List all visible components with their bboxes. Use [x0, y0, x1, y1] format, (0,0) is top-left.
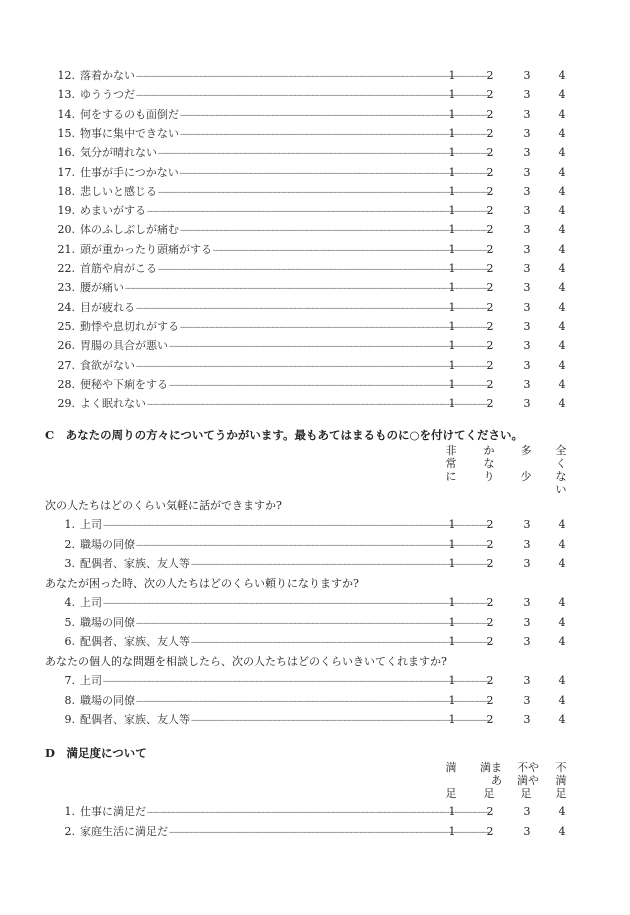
answer-option-2[interactable]: 2 — [486, 674, 494, 687]
question-text: 気分が晴れない ----- — [80, 144, 490, 163]
answer-option-1[interactable]: 1 — [448, 242, 456, 256]
question-number: 24. — [57, 300, 75, 314]
question-row — [55, 67, 575, 85]
answer-option-3[interactable]: 3 — [523, 242, 531, 256]
answer-option-4[interactable]: 4 — [558, 204, 566, 218]
answer-option-3[interactable]: 3 — [523, 223, 531, 237]
answer-option-4[interactable]: 4 — [558, 319, 566, 333]
answer-column-header: 全 く な い — [555, 444, 567, 496]
question-text: 首筋や肩がこる ----- — [80, 260, 490, 279]
question-number: 7. — [64, 674, 75, 687]
question-text: 配偶者、家族、友人等 ----- — [80, 633, 490, 652]
answer-option-3[interactable]: 3 — [523, 674, 531, 687]
answer-option-2[interactable]: 2 — [486, 281, 494, 295]
question-text: 体のふしぶしが痛む ----- — [80, 221, 490, 240]
answer-option-3[interactable]: 3 — [523, 557, 531, 570]
answer-option-2[interactable]: 2 — [486, 339, 494, 353]
answer-option-4[interactable]: 4 — [558, 805, 566, 818]
question-number: 2. — [64, 537, 75, 551]
answer-option-4[interactable]: 4 — [558, 184, 566, 198]
answer-option-3[interactable]: 3 — [523, 518, 531, 531]
question-number: 3. — [64, 557, 75, 570]
question-number: 6. — [64, 635, 75, 648]
answer-option-4[interactable]: 4 — [558, 358, 566, 372]
answer-option-2[interactable]: 2 — [486, 300, 494, 314]
question-row — [55, 395, 575, 413]
answer-option-3[interactable]: 3 — [523, 319, 531, 333]
question-text: 胃腸の具合が悪い ----- — [80, 337, 490, 356]
question-row — [55, 672, 575, 690]
answer-option-4[interactable]: 4 — [558, 825, 566, 838]
answer-option-1[interactable]: 1 — [448, 107, 456, 121]
question-number: 13. — [57, 88, 75, 102]
answer-option-1[interactable]: 1 — [448, 825, 456, 838]
answer-column-header: 満 足 — [445, 761, 457, 800]
answer-option-4[interactable]: 4 — [558, 88, 566, 102]
question-text: 上司 ----- — [80, 516, 490, 535]
answer-option-4[interactable]: 4 — [558, 557, 566, 570]
question-row — [55, 376, 575, 394]
question-text: 頭が重かったり頭痛がする ----- — [80, 241, 490, 260]
section-c-question: 次の人たちはどのくらい気軽に話ができますか? — [45, 499, 282, 512]
answer-option-1[interactable]: 1 — [448, 223, 456, 237]
answer-option-2[interactable]: 2 — [486, 693, 494, 707]
question-text: 食欲がない ----- — [80, 357, 490, 376]
answer-option-2[interactable]: 2 — [486, 184, 494, 198]
question-text: 悲しいと感じる ----- — [80, 183, 490, 202]
question-number: 25. — [57, 319, 75, 333]
answer-option-3[interactable]: 3 — [523, 281, 531, 295]
question-row — [55, 555, 575, 573]
answer-option-4[interactable]: 4 — [558, 615, 566, 629]
answer-option-1[interactable]: 1 — [448, 281, 456, 295]
answer-option-2[interactable]: 2 — [486, 596, 494, 609]
question-text: 職場の同僚 ----- — [80, 536, 490, 555]
answer-option-1[interactable]: 1 — [448, 165, 456, 179]
answer-option-3[interactable]: 3 — [523, 204, 531, 218]
question-text: 何をするのも面倒だ ----- — [80, 106, 490, 125]
answer-option-4[interactable]: 4 — [558, 223, 566, 237]
question-number: 27. — [57, 358, 75, 372]
section-c-question: あなたが困った時、次の人たちはどのくらい頼りになりますか? — [45, 577, 359, 590]
answer-option-3[interactable]: 3 — [523, 377, 531, 391]
question-row — [55, 144, 575, 162]
answer-column-header: 満ま あ 足 — [480, 761, 502, 800]
answer-option-1[interactable]: 1 — [448, 300, 456, 314]
question-text: 配偶者、家族、友人等 ----- — [80, 711, 490, 730]
answer-option-2[interactable]: 2 — [486, 146, 494, 160]
answer-option-3[interactable]: 3 — [523, 146, 531, 160]
answer-option-4[interactable]: 4 — [558, 107, 566, 121]
answer-option-4[interactable]: 4 — [558, 377, 566, 391]
answer-option-3[interactable]: 3 — [523, 107, 531, 121]
question-text: 物事に集中できない ----- — [80, 125, 490, 144]
question-row — [55, 164, 575, 182]
answer-option-4[interactable]: 4 — [558, 713, 566, 726]
question-number: 22. — [57, 262, 75, 275]
question-text: 上司 ----- — [80, 594, 490, 613]
answer-option-1[interactable]: 1 — [448, 615, 456, 629]
answer-option-2[interactable]: 2 — [486, 204, 494, 218]
answer-option-4[interactable]: 4 — [558, 674, 566, 687]
answer-option-1[interactable]: 1 — [448, 377, 456, 391]
answer-option-3[interactable]: 3 — [523, 300, 531, 314]
answer-option-2[interactable]: 2 — [486, 165, 494, 179]
answer-option-4[interactable]: 4 — [558, 339, 566, 353]
answer-option-4[interactable]: 4 — [558, 693, 566, 707]
question-row — [55, 106, 575, 124]
answer-option-2[interactable]: 2 — [486, 713, 494, 726]
answer-option-2[interactable]: 2 — [486, 319, 494, 333]
answer-option-3[interactable]: 3 — [523, 126, 531, 140]
question-row — [55, 516, 575, 534]
question-row — [55, 279, 575, 297]
section-d-heading: D 満足度について — [45, 746, 147, 760]
answer-option-4[interactable]: 4 — [558, 146, 566, 160]
question-number: 17. — [57, 165, 75, 179]
answer-option-4[interactable]: 4 — [558, 262, 566, 275]
answer-option-1[interactable]: 1 — [448, 204, 456, 218]
answer-option-3[interactable]: 3 — [523, 165, 531, 179]
question-text: 家庭生活に満足だ ----- — [80, 823, 490, 842]
question-row — [55, 318, 575, 336]
answer-option-1[interactable]: 1 — [448, 674, 456, 687]
question-number: 20. — [57, 223, 75, 237]
question-text: 便秘や下痢をする ----- — [80, 376, 490, 395]
question-text: 落着かない ----- — [80, 67, 490, 86]
question-row — [55, 260, 575, 278]
question-text: 職場の同僚 ----- — [80, 692, 490, 711]
question-row — [55, 803, 575, 821]
question-text: 上司 ----- — [80, 672, 490, 691]
question-row — [55, 614, 575, 632]
question-row — [55, 711, 575, 729]
answer-option-1[interactable]: 1 — [448, 537, 456, 551]
answer-option-2[interactable]: 2 — [486, 397, 494, 411]
answer-option-3[interactable]: 3 — [523, 397, 531, 411]
section-c-heading: C あなたの周りの方々についてうかがいます。最もあてはまるものに○を付けてください。 — [45, 428, 524, 442]
question-row — [55, 183, 575, 201]
answer-option-4[interactable]: 4 — [558, 537, 566, 551]
question-number: 4. — [64, 596, 75, 609]
answer-option-2[interactable]: 2 — [486, 518, 494, 531]
answer-column-header: 不 満 足 — [555, 761, 567, 800]
answer-option-1[interactable]: 1 — [448, 596, 456, 609]
question-number: 19. — [57, 204, 75, 218]
answer-option-2[interactable]: 2 — [486, 126, 494, 140]
question-text: めまいがする ----- — [80, 202, 490, 221]
answer-option-1[interactable]: 1 — [448, 713, 456, 726]
question-row — [55, 299, 575, 317]
answer-column-header: 多 少 — [520, 444, 532, 483]
question-row — [55, 86, 575, 104]
answer-option-2[interactable]: 2 — [486, 242, 494, 256]
question-number: 1. — [64, 518, 75, 531]
question-row — [55, 594, 575, 612]
question-number: 23. — [57, 281, 75, 295]
question-number: 28. — [57, 377, 75, 391]
question-text: 仕事に満足だ ----- — [80, 803, 490, 822]
question-number: 21. — [57, 242, 75, 256]
question-row — [55, 337, 575, 355]
answer-option-3[interactable]: 3 — [523, 537, 531, 551]
answer-option-1[interactable]: 1 — [448, 693, 456, 707]
question-number: 16. — [57, 146, 75, 160]
question-text: ゆううつだ ----- — [80, 86, 490, 105]
answer-option-2[interactable]: 2 — [486, 615, 494, 629]
answer-option-2[interactable]: 2 — [486, 377, 494, 391]
answer-option-4[interactable]: 4 — [558, 165, 566, 179]
question-number: 2. — [64, 825, 75, 838]
answer-option-4[interactable]: 4 — [558, 300, 566, 314]
answer-option-1[interactable]: 1 — [448, 518, 456, 531]
answer-option-2[interactable]: 2 — [486, 805, 494, 818]
question-row — [55, 692, 575, 710]
question-number: 18. — [57, 184, 75, 198]
answer-option-4[interactable]: 4 — [558, 281, 566, 295]
question-number: 1. — [64, 805, 75, 818]
answer-option-1[interactable]: 1 — [448, 397, 456, 411]
question-text: 目が疲れる ----- — [80, 299, 490, 318]
answer-option-3[interactable]: 3 — [523, 339, 531, 353]
answer-option-3[interactable]: 3 — [523, 88, 531, 102]
answer-option-1[interactable]: 1 — [448, 319, 456, 333]
answer-option-3[interactable]: 3 — [523, 713, 531, 726]
answer-option-2[interactable]: 2 — [486, 825, 494, 838]
answer-option-4[interactable]: 4 — [558, 596, 566, 609]
question-number: 29. — [57, 397, 75, 411]
question-number: 15. — [57, 126, 75, 140]
answer-option-2[interactable]: 2 — [486, 635, 494, 648]
question-text: 職場の同僚 ----- — [80, 614, 490, 633]
question-row — [55, 633, 575, 651]
answer-option-2[interactable]: 2 — [486, 358, 494, 372]
answer-option-2[interactable]: 2 — [486, 557, 494, 570]
answer-column-header: 不や 満や 足 — [517, 761, 539, 800]
answer-option-1[interactable]: 1 — [448, 88, 456, 102]
answer-option-3[interactable]: 3 — [523, 635, 531, 648]
answer-option-4[interactable]: 4 — [558, 635, 566, 648]
answer-option-3[interactable]: 3 — [523, 825, 531, 838]
answer-option-3[interactable]: 3 — [523, 805, 531, 818]
answer-option-1[interactable]: 1 — [448, 146, 456, 160]
question-text: 動悸や息切れがする ----- — [80, 318, 490, 337]
question-row — [55, 823, 575, 841]
answer-option-3[interactable]: 3 — [523, 262, 531, 275]
question-row — [55, 125, 575, 143]
question-text: 配偶者、家族、友人等 ----- — [80, 555, 490, 574]
answer-option-2[interactable]: 2 — [486, 88, 494, 102]
question-number: 9. — [64, 713, 75, 726]
answer-option-2[interactable]: 2 — [486, 537, 494, 551]
answer-option-1[interactable]: 1 — [448, 69, 456, 82]
answer-option-3[interactable]: 3 — [523, 184, 531, 198]
answer-option-1[interactable]: 1 — [448, 805, 456, 818]
answer-option-1[interactable]: 1 — [448, 557, 456, 570]
question-row — [55, 536, 575, 554]
question-row — [55, 241, 575, 259]
question-number: 5. — [64, 615, 75, 629]
question-text: よく眠れない ----- — [80, 395, 490, 414]
question-text: 腰が痛い ----- — [80, 279, 490, 298]
answer-option-4[interactable]: 4 — [558, 242, 566, 256]
answer-column-header: か な り — [483, 444, 495, 483]
question-number: 14. — [57, 107, 75, 121]
answer-option-3[interactable]: 3 — [523, 596, 531, 609]
answer-option-4[interactable]: 4 — [558, 518, 566, 531]
answer-option-4[interactable]: 4 — [558, 126, 566, 140]
answer-option-2[interactable]: 2 — [486, 262, 494, 275]
question-row — [55, 221, 575, 239]
answer-option-1[interactable]: 1 — [448, 339, 456, 353]
question-text: 仕事が手につかない ----- — [80, 164, 490, 183]
answer-option-1[interactable]: 1 — [448, 358, 456, 372]
answer-option-1[interactable]: 1 — [448, 184, 456, 198]
section-c-question: あなたの個人的な問題を相談したら、次の人たちはどのくらいきいてくれますか? — [45, 655, 447, 668]
answer-option-1[interactable]: 1 — [448, 262, 456, 275]
answer-option-2[interactable]: 2 — [486, 69, 494, 82]
question-row — [55, 202, 575, 220]
question-number: 12. — [57, 69, 75, 82]
answer-option-1[interactable]: 1 — [448, 126, 456, 140]
answer-option-1[interactable]: 1 — [448, 635, 456, 648]
answer-option-2[interactable]: 2 — [486, 107, 494, 121]
answer-option-2[interactable]: 2 — [486, 223, 494, 237]
question-row — [55, 357, 575, 375]
answer-column-header: 非 常 に — [445, 444, 457, 483]
question-number: 26. — [57, 339, 75, 353]
answer-option-3[interactable]: 3 — [523, 615, 531, 629]
answer-option-3[interactable]: 3 — [523, 69, 531, 82]
answer-option-4[interactable]: 4 — [558, 397, 566, 411]
answer-option-3[interactable]: 3 — [523, 358, 531, 372]
question-number: 8. — [64, 693, 75, 707]
answer-option-3[interactable]: 3 — [523, 693, 531, 707]
answer-option-4[interactable]: 4 — [558, 69, 566, 82]
